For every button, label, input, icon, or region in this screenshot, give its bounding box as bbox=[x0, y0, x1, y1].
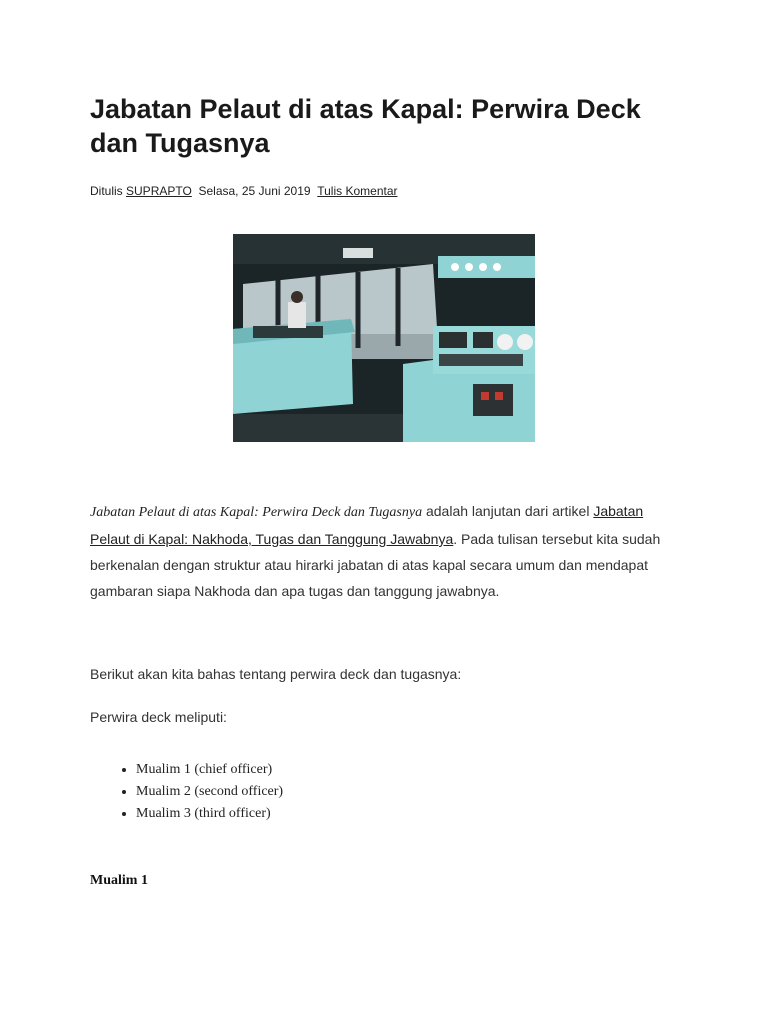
written-by-label: Ditulis bbox=[90, 184, 123, 198]
publish-date: Selasa, 25 Juni 2019 bbox=[198, 184, 311, 198]
section-heading-mualim-1: Mualim 1 bbox=[90, 873, 148, 888]
intro-text-1: adalah lanjutan dari artikel bbox=[422, 503, 594, 519]
list-item: • Mualim 1 (chief officer) bbox=[136, 759, 283, 781]
ship-bridge-photo bbox=[233, 234, 535, 442]
list-item: • Mualim 2 (second officer) bbox=[136, 781, 283, 803]
write-comment-link[interactable]: Tulis Komentar bbox=[317, 184, 398, 198]
paragraph-intro-topic: Berikut akan kita bahas tentang perwira deck dan tugasnya: bbox=[90, 666, 462, 682]
nakhoda-article-link[interactable]: Jabatan Pelaut di Kapal: Nakhoda, Tugas dan Tanggung Jawabnya bbox=[90, 503, 644, 547]
article-meta bbox=[90, 184, 398, 198]
article-title: Jabatan Pelaut di atas Kapal: Perwira Deck dan Tugasnya bbox=[90, 94, 641, 158]
intro-paragraph bbox=[90, 498, 670, 604]
intro-text-2: . Pada tulisan tersebut kita sudah berkenalan dengan struktur atau hirarki jabatan di atas kapal secara umum dan mendapat gambaran siapa Nakhoda dan apa tugas dan tanggung jawabnya. bbox=[90, 531, 661, 599]
officer-list bbox=[90, 759, 283, 825]
paragraph-officers-intro: Perwira deck meliputi: bbox=[90, 709, 227, 725]
author-link[interactable]: SUPRAPTO bbox=[126, 184, 192, 198]
list-item: • Mualim 3 (third officer) bbox=[136, 803, 283, 825]
intro-italic-title: Jabatan Pelaut di atas Kapal: Perwira Deck dan Tugasnya bbox=[90, 505, 423, 520]
